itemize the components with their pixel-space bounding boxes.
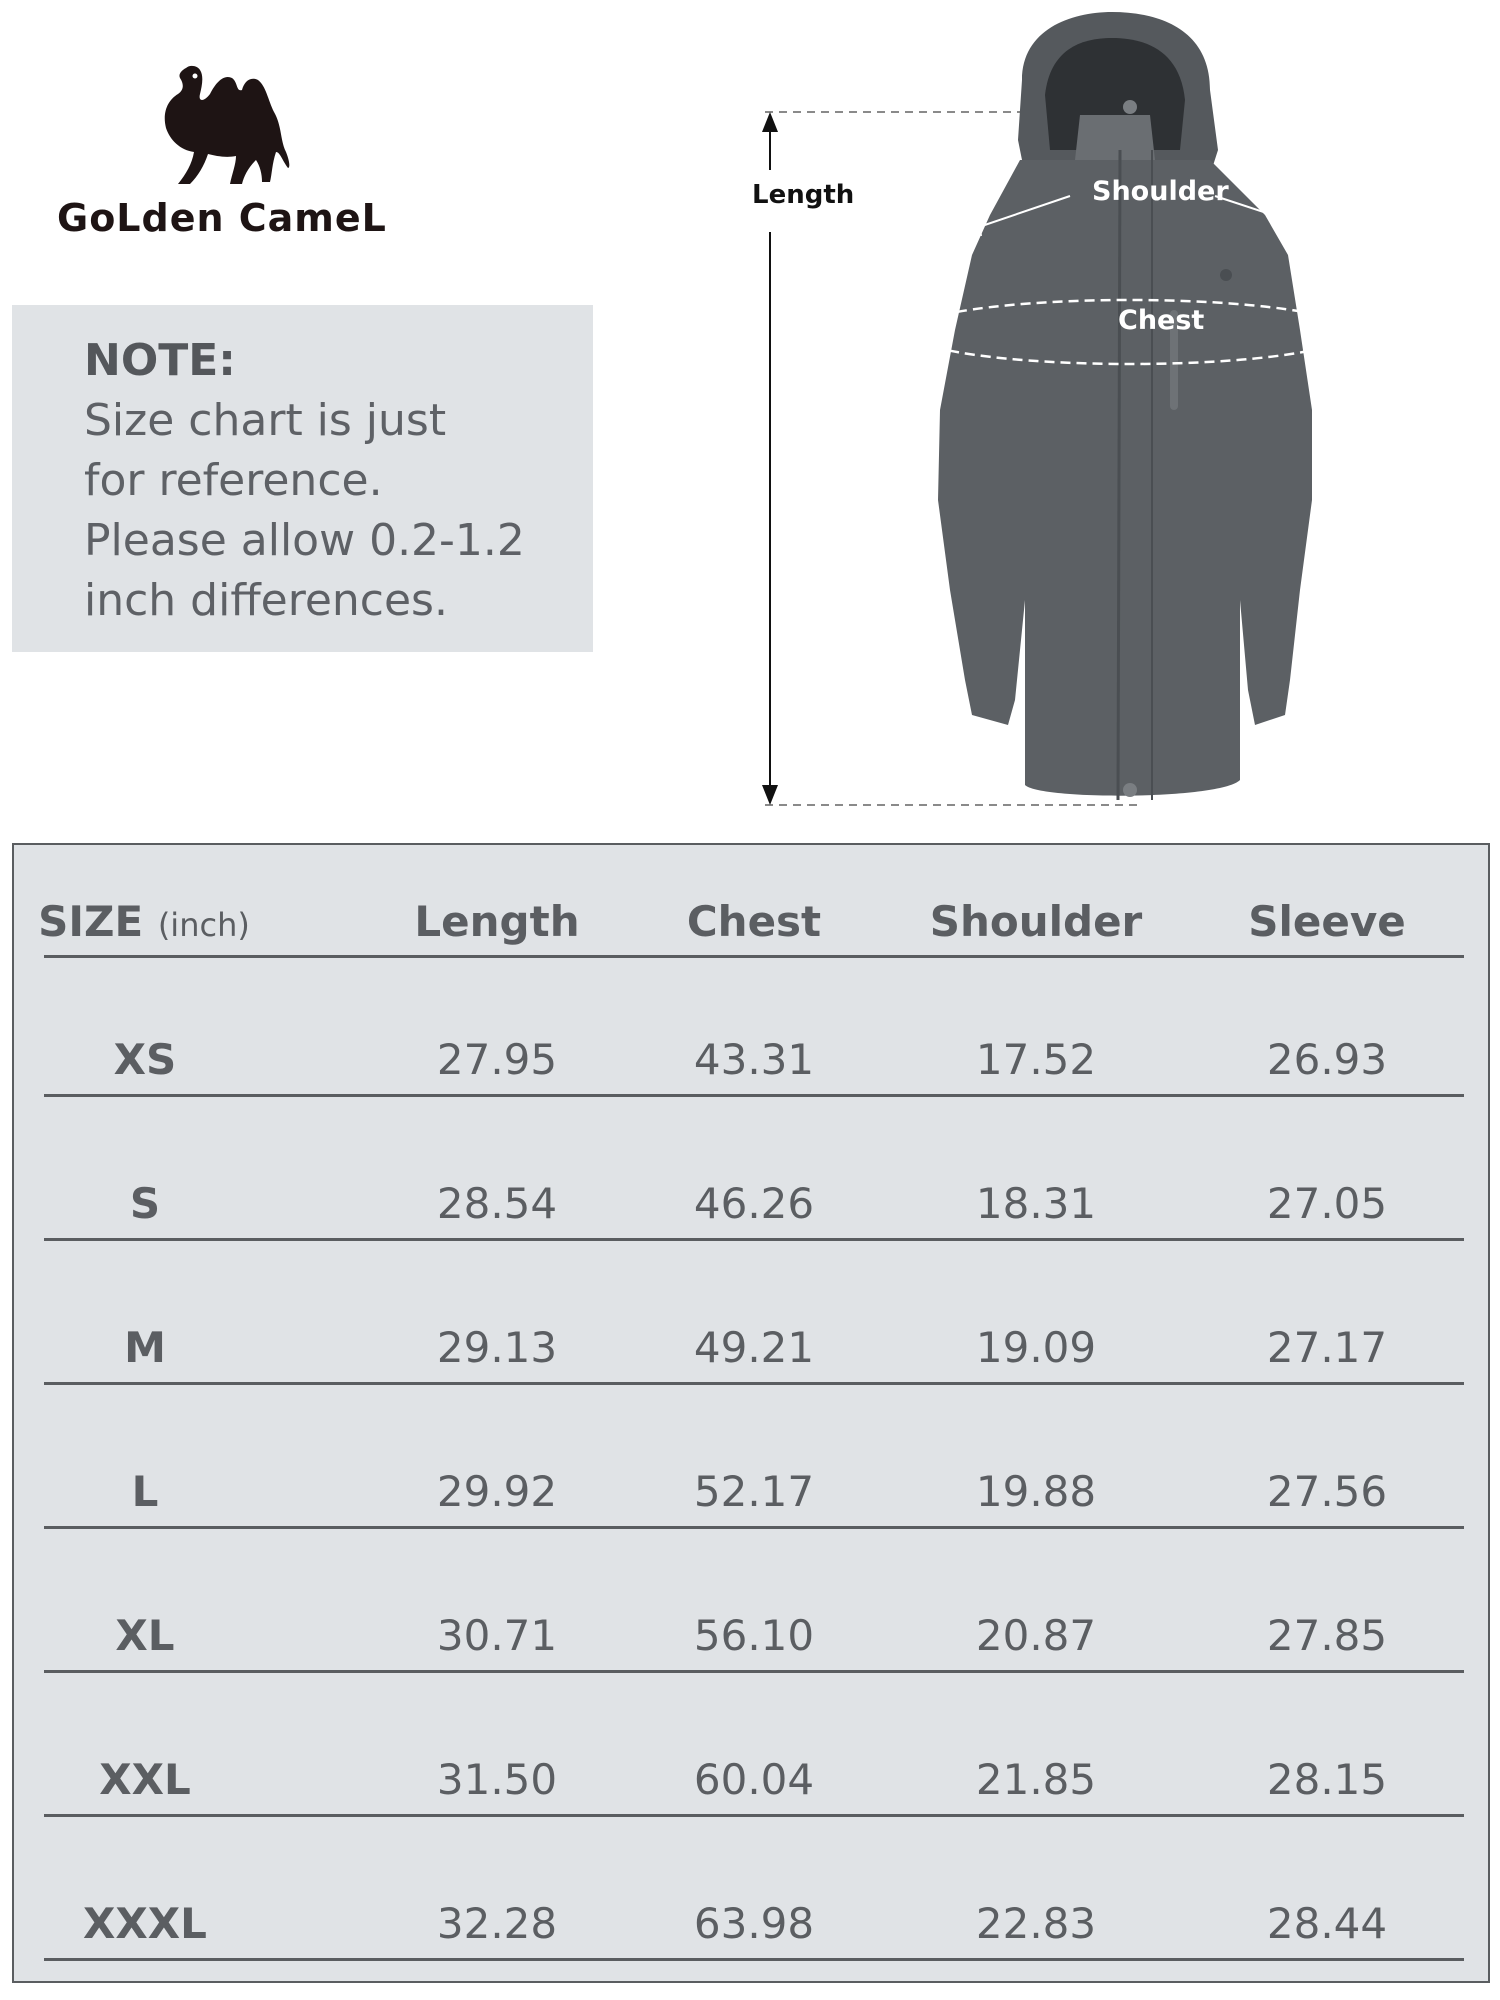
shoulder-cell: 18.31 — [975, 1179, 1097, 1228]
column-header-size — [38, 897, 250, 946]
sleeve-cell: 28.44 — [1266, 1899, 1388, 1948]
size-cell: XXL — [99, 1755, 191, 1804]
shoulder-label: Shoulder — [1092, 176, 1229, 207]
sleeve-cell: 26.93 — [1266, 1035, 1388, 1084]
unit-label: (inch) — [157, 906, 250, 944]
chest-cell: 49.21 — [693, 1323, 815, 1372]
column-header-length: Length — [414, 897, 580, 946]
note-line: inch differences. — [84, 575, 448, 626]
size-cell: XL — [115, 1611, 175, 1660]
brand-name: GoLden CameL — [57, 196, 387, 240]
size-chart-table — [12, 843, 1490, 1983]
row-divider — [44, 1958, 1464, 1961]
shoulder-cell: 17.52 — [975, 1035, 1097, 1084]
brand-logo — [40, 50, 387, 250]
jacket-measurement-diagram — [740, 0, 1500, 820]
row-divider — [44, 1382, 1464, 1385]
length-label: Length — [752, 180, 855, 210]
row-divider — [44, 1814, 1464, 1817]
jacket-illustration — [740, 0, 1500, 820]
length-cell: 29.92 — [436, 1467, 558, 1516]
sleeve-label: Sleeve — [1322, 432, 1424, 463]
sleeve-cell: 28.15 — [1266, 1755, 1388, 1804]
length-cell: 29.13 — [436, 1323, 558, 1372]
column-header-chest: Chest — [686, 897, 822, 946]
chest-cell: 56.10 — [693, 1611, 815, 1660]
chest-cell: 60.04 — [693, 1755, 815, 1804]
length-cell: 30.71 — [436, 1611, 558, 1660]
chest-cell: 46.26 — [693, 1179, 815, 1228]
length-cell: 32.28 — [436, 1899, 558, 1948]
length-cell: 31.50 — [436, 1755, 558, 1804]
length-cell: 27.95 — [436, 1035, 558, 1084]
header-divider — [44, 955, 1464, 958]
chest-cell: 52.17 — [693, 1467, 815, 1516]
shoulder-cell: 19.09 — [975, 1323, 1097, 1372]
chest-cell: 63.98 — [693, 1899, 815, 1948]
row-divider — [44, 1238, 1464, 1241]
shoulder-cell: 21.85 — [975, 1755, 1097, 1804]
note-line: Please allow 0.2-1.2 — [84, 515, 525, 566]
shoulder-cell: 19.88 — [975, 1467, 1097, 1516]
sleeve-cell: 27.85 — [1266, 1611, 1388, 1660]
column-header-shoulder: Shoulder — [929, 897, 1143, 946]
length-cell: 28.54 — [436, 1179, 558, 1228]
row-divider — [44, 1526, 1464, 1529]
sleeve-cell: 27.05 — [1266, 1179, 1388, 1228]
column-header-sleeve: Sleeve — [1248, 897, 1406, 946]
sleeve-cell: 27.56 — [1266, 1467, 1388, 1516]
shoulder-cell: 20.87 — [975, 1611, 1097, 1660]
size-cell: XS — [113, 1035, 177, 1084]
chest-label: Chest — [1118, 305, 1205, 336]
size-cell: XXXL — [83, 1899, 207, 1948]
row-divider — [44, 1094, 1464, 1097]
size-cell: L — [131, 1467, 159, 1516]
note-line: Size chart is just — [84, 395, 447, 446]
size-header-text: SIZE — [38, 897, 144, 946]
note-line: for reference. — [84, 455, 383, 506]
note-title: NOTE: — [84, 335, 236, 386]
camel-icon — [120, 56, 300, 206]
row-divider — [44, 1670, 1464, 1673]
shoulder-cell: 22.83 — [975, 1899, 1097, 1948]
chest-cell: 43.31 — [693, 1035, 815, 1084]
size-cell: S — [129, 1179, 161, 1228]
sleeve-cell: 27.17 — [1266, 1323, 1388, 1372]
size-note — [12, 305, 593, 652]
size-cell: M — [124, 1323, 166, 1372]
